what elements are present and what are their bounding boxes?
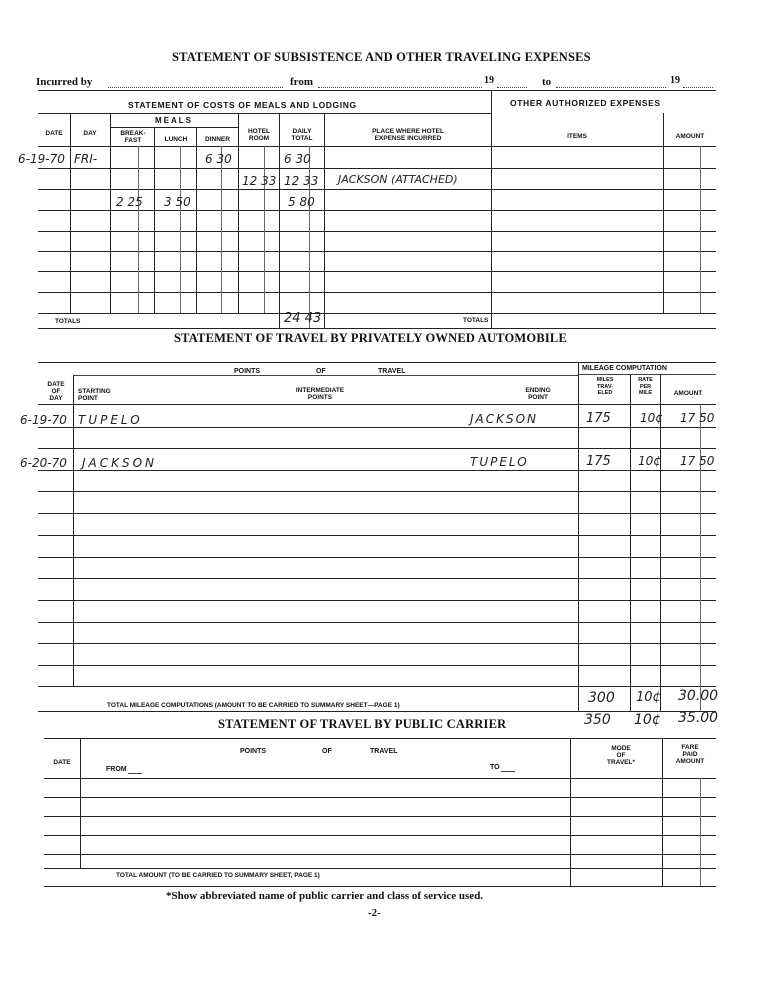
meal-row-3-daily: 5 80 xyxy=(288,195,315,209)
page-number: -2- xyxy=(368,907,381,919)
place-header-line1: PLACE WHERE HOTEL xyxy=(372,128,444,135)
total-mileage-amount: 30.00 xyxy=(678,688,719,704)
from-date-field[interactable] xyxy=(318,87,482,88)
fare-line2: PAID xyxy=(682,751,698,758)
totals-label-right: TOTALS xyxy=(463,317,489,324)
daily-header-line2: TOTAL xyxy=(291,135,313,142)
meals-day-header: DAY xyxy=(83,130,97,137)
carrier-total-label: TOTAL AMOUNT (TO BE CARRIED TO SUMMARY SHEET, PAGE 1) xyxy=(116,872,320,879)
meal-row-3-lunch: 3 50 xyxy=(164,195,191,209)
amount-header: AMOUNT xyxy=(675,133,705,140)
intermediate-points-header xyxy=(270,387,370,401)
auto-points-header-3: TRAVEL xyxy=(378,368,406,375)
from-label: from xyxy=(290,76,314,88)
to-date-field[interactable] xyxy=(556,87,666,88)
auto-points-header-2: OF xyxy=(316,368,326,375)
miles-traveled-header xyxy=(580,377,630,397)
year1-field[interactable] xyxy=(497,87,527,88)
auto-row-1-miles: 175 xyxy=(586,411,611,426)
dinner-header: DINNER xyxy=(205,136,230,143)
auto-row-2-amount: 17 50 xyxy=(680,454,715,468)
lunch-header: LUNCH xyxy=(164,136,188,143)
meal-row-2-hotel: 12 33 xyxy=(242,174,277,188)
miles-line2: TRAV- xyxy=(596,383,614,390)
meal-row-2-place: JACKSON (ATTACHED) xyxy=(338,173,458,186)
meal-row-1-daily: 6 30 xyxy=(284,152,311,166)
meals-section-title: STATEMENT OF COSTS OF MEALS AND LODGING xyxy=(128,100,357,110)
rate-per-mile-header xyxy=(631,377,660,397)
total-mileage-label: TOTAL MILEAGE COMPUTATIONS (AMOUNT TO BE CARRIED TO SUMMARY SHEET—PAGE 1) xyxy=(107,702,400,709)
place-header-line2: EXPENSE INCURRED xyxy=(374,135,442,142)
mode-of-travel-header xyxy=(596,745,646,766)
corrected-miles: 350 xyxy=(584,712,611,728)
auto-amount-header: AMOUNT xyxy=(673,390,703,397)
year2-label: 19 xyxy=(670,75,680,86)
auto-date-line3: DAY xyxy=(49,395,63,402)
carrier-points-header: POINTS xyxy=(240,748,267,755)
hotel-room-header xyxy=(240,128,278,142)
footnote: *Show abbreviated name of public carrier and class of service used. xyxy=(166,890,484,902)
hotel-header-line2: ROOM xyxy=(248,135,270,142)
corrected-amount: 35.00 xyxy=(678,710,719,726)
inter-line2: POINTS xyxy=(307,394,333,401)
carrier-from-label: FROM xyxy=(106,766,127,773)
breakfast-header xyxy=(112,130,154,144)
form-title: STATEMENT OF SUBSISTENCE AND OTHER TRAVELING EXPENSES xyxy=(172,50,591,64)
incurred-by-field[interactable] xyxy=(108,87,283,88)
breakfast-header-line1: BREAK- xyxy=(120,130,146,137)
auto-row-1-rate: 10¢ xyxy=(640,411,663,425)
auto-row-2-rate: 10¢ xyxy=(638,454,661,468)
hotel-header-line1: HOTEL xyxy=(247,128,271,135)
mileage-computation-header: MILEAGE COMPUTATION xyxy=(582,365,667,372)
carrier-date-header: DATE xyxy=(53,759,71,766)
auto-row-1-amount: 17 50 xyxy=(680,411,715,425)
carrier-travel-header: TRAVEL xyxy=(370,748,398,755)
carrier-to-label: TO xyxy=(490,764,500,771)
auto-row-2-date: 6-20-70 xyxy=(20,456,67,470)
auto-date-header xyxy=(40,381,72,402)
corrected-rate: 10¢ xyxy=(634,712,661,728)
meal-row-2-daily: 12 33 xyxy=(284,174,319,188)
year2-field[interactable] xyxy=(683,87,713,88)
auto-row-1-date: 6-19-70 xyxy=(20,413,67,427)
inter-line1: INTERMEDIATE xyxy=(295,387,345,394)
meal-row-3-breakfast: 2 25 xyxy=(116,195,143,209)
fare-line1: FARE xyxy=(681,744,699,751)
carrier-section-title: STATEMENT OF TRAVEL BY PUBLIC CARRIER xyxy=(218,717,507,731)
other-expenses-title: OTHER AUTHORIZED EXPENSES xyxy=(510,98,661,108)
auto-date-line1: DATE xyxy=(47,381,65,388)
totals-label-left: TOTALS xyxy=(55,318,81,325)
auto-row-1-end: JACKSON xyxy=(470,412,539,426)
meal-row-1-day: FRI- xyxy=(74,152,98,166)
daily-total-sum: 24 43 xyxy=(284,311,322,326)
mode-line3: TRAVEL* xyxy=(606,759,636,766)
place-header xyxy=(326,128,490,142)
meals-header: MEALS xyxy=(155,116,193,125)
carrier-of-header: OF xyxy=(322,748,332,755)
auto-date-line2: OF xyxy=(51,388,61,395)
auto-points-header-1: POINTS xyxy=(234,368,261,375)
meal-row-1-date: 6-19-70 xyxy=(18,152,65,166)
total-rate: 10¢ xyxy=(636,690,661,705)
end-line1: ENDING xyxy=(525,387,551,394)
mode-line2: OF xyxy=(616,752,626,759)
incurred-by-label: Incurred by xyxy=(36,76,93,88)
miles-line3: ELED xyxy=(597,390,613,396)
daily-total-header xyxy=(281,128,323,142)
rate-line2: PER xyxy=(639,383,652,390)
start-line1: STARTING xyxy=(78,388,111,395)
fare-paid-header xyxy=(664,744,716,765)
breakfast-header-line2: FAST xyxy=(124,137,142,144)
year1-label: 19 xyxy=(484,75,494,86)
to-label: to xyxy=(542,76,552,88)
end-line2: POINT xyxy=(528,394,548,401)
meal-row-1-dinner: 6 30 xyxy=(205,152,232,166)
auto-row-1-start: TUPELO xyxy=(78,413,143,427)
ending-point-header xyxy=(516,387,560,401)
start-line2: POINT xyxy=(78,395,98,402)
daily-header-line1: DAILY xyxy=(292,128,312,135)
miles-line1: MILES xyxy=(596,377,614,383)
rate-line3: MILE xyxy=(638,390,653,396)
fare-line3: AMOUNT xyxy=(675,758,705,765)
mode-line1: MODE xyxy=(611,745,631,752)
meals-date-header: DATE xyxy=(45,130,63,137)
auto-row-2-end: TUPELO xyxy=(470,455,529,469)
auto-row-2-miles: 175 xyxy=(586,454,611,469)
auto-row-2-start: JACKSON xyxy=(82,456,158,470)
starting-point-header xyxy=(78,388,111,402)
total-miles: 300 xyxy=(588,690,615,706)
rate-line1: RATE xyxy=(638,377,653,383)
auto-section-title: STATEMENT OF TRAVEL BY PRIVATELY OWNED AUTOMOBILE xyxy=(174,331,568,345)
items-header: ITEMS xyxy=(567,133,587,140)
